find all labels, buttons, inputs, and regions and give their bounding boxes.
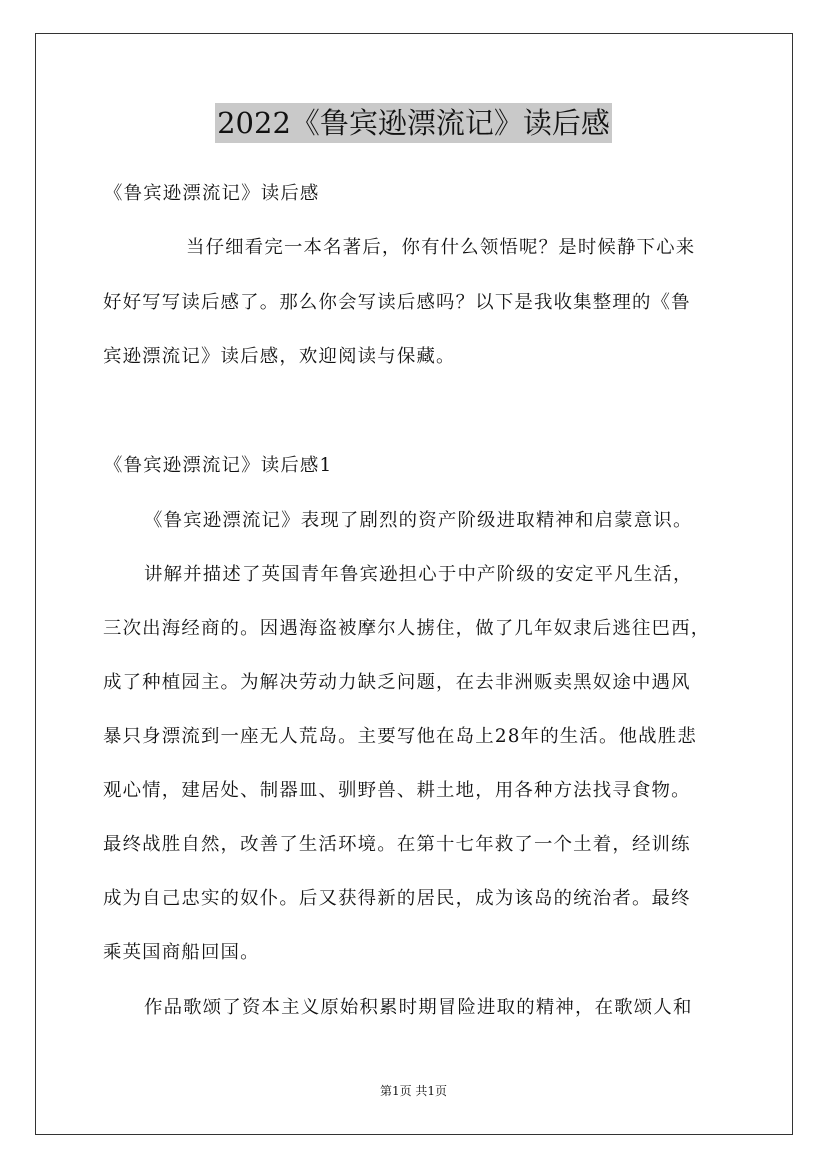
intro-line-3: 宾逊漂流记》读后感，欢迎阅读与保藏。 xyxy=(103,346,456,367)
body-line-3: 三次出海经商的。因遇海盗被摩尔人掳住，做了几年奴隶后逃往巴西， xyxy=(103,618,711,639)
body-line-7: 最终战胜自然，改善了生活环境。在第十七年救了一个土着，经训练 xyxy=(103,834,691,855)
body-line-5: 暴只身漂流到一座无人荒岛。主要写他在岛上28年的生活。他战胜悲 xyxy=(103,726,697,747)
body-line-1: 《鲁宾逊漂流记》表现了剧烈的资产阶级进取精神和启蒙意识。 xyxy=(144,510,693,531)
intro-line-1: 当仔细看完一本名著后，你有什么领悟呢？是时候静下心来 xyxy=(186,237,696,258)
body-line-10: 作品歌颂了资本主义原始积累时期冒险进取的精神，在歌颂人和 xyxy=(144,997,693,1018)
body-line-2: 讲解并描述了英国青年鲁宾逊担心于中产阶级的安定平凡生活， xyxy=(144,564,693,585)
section-heading: 《鲁宾逊漂流记》读后感1 xyxy=(104,455,333,476)
body-line-9: 乘英国商船回国。 xyxy=(103,942,260,963)
body-line-8: 成为自己忠实的奴仆。后又获得新的居民，成为该岛的统治者。最终 xyxy=(103,888,691,909)
title-wrap xyxy=(0,103,827,143)
page-footer: 第1页 共1页 xyxy=(379,1084,448,1098)
body-line-6: 观心情，建居处、制器皿、驯野兽、耕土地，用各种方法找寻食物。 xyxy=(103,780,691,801)
document-title: 2022《鲁宾逊漂流记》读后感 xyxy=(215,103,612,143)
intro-line-2: 好好写写读后感了。那么你会写读后感吗？以下是我收集整理的《鲁 xyxy=(103,292,691,313)
body-line-4: 成了种植园主。为解决劳动力缺乏问题，在去非洲贩卖黑奴途中遇风 xyxy=(103,672,691,693)
document-subtitle: 《鲁宾逊漂流记》读后感 xyxy=(104,183,320,204)
